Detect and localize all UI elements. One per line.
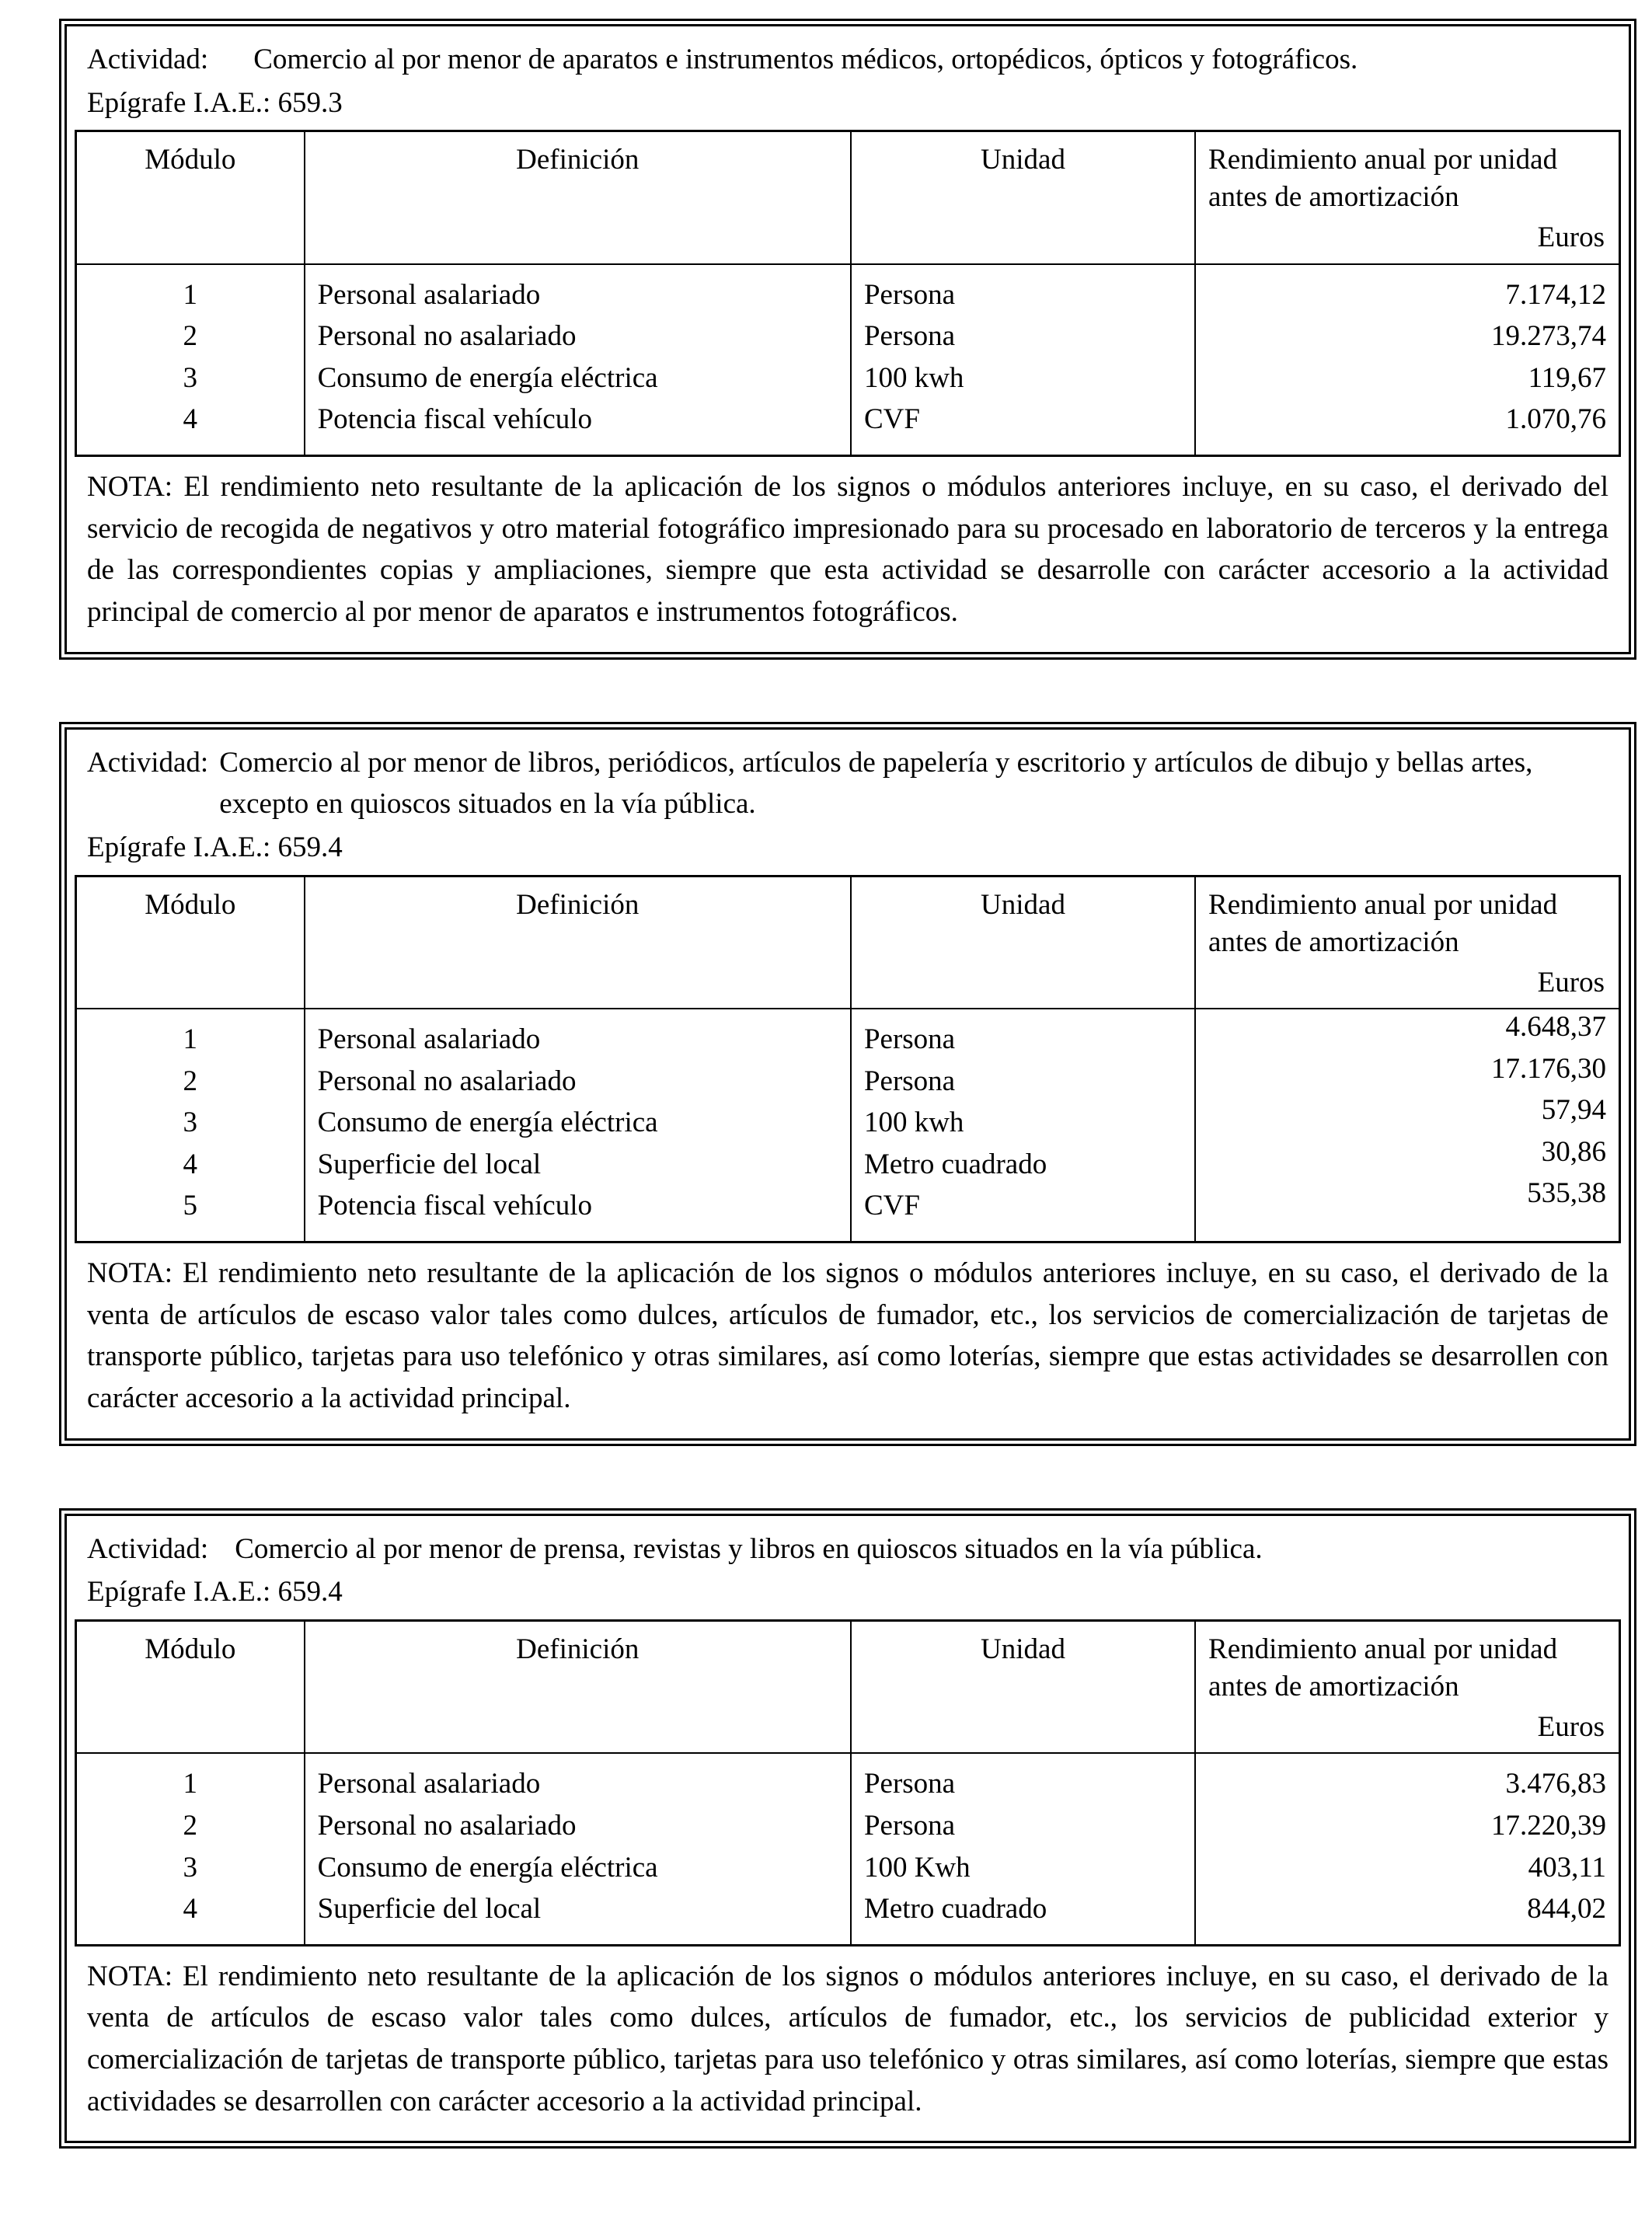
column-header-definicion: Definición: [305, 876, 851, 1009]
cell-unidad: 100 Kwh: [851, 1847, 1195, 1889]
actividad-text: Comercio al por menor de aparatos e instrumentos médicos, ortopédicos, ópticos y fotográficos.: [253, 44, 1358, 75]
actividad-label: Actividad:: [87, 1532, 209, 1565]
cell-modulo: 2: [183, 1065, 198, 1097]
cell-modulo: 1: [183, 1768, 198, 1800]
cell-modulo: 3: [183, 1107, 198, 1139]
rendimiento-value: 17.220,39: [1491, 1809, 1606, 1842]
cell-definicion: Superficie del local: [305, 1144, 851, 1186]
column-header-modulo: Módulo: [76, 876, 305, 1009]
cell-definicion: Personal no asalariado: [305, 1061, 851, 1103]
activity-block-3: [59, 1508, 1636, 2149]
cell-rendimiento: [1195, 357, 1619, 399]
rendimiento-value: 57,94: [1541, 1094, 1606, 1127]
modules-table: [75, 875, 1621, 1243]
cell-modulo: 4: [183, 403, 198, 436]
cell-modulo: 3: [183, 1851, 198, 1884]
activity-header: [75, 31, 1621, 130]
cell-unidad: Metro cuadrado: [851, 1888, 1195, 1945]
cell-modulo: 2: [183, 320, 198, 353]
euros-label: Euros: [1537, 1711, 1605, 1744]
cell-unidad: CVF: [851, 1185, 1195, 1242]
cell-rendimiento: [1195, 399, 1619, 455]
table-row: [76, 1888, 1620, 1945]
cell-definicion: Consumo de energía eléctrica: [305, 1847, 851, 1889]
cell-unidad: Persona: [851, 1805, 1195, 1847]
cell-unidad: Persona: [851, 1753, 1195, 1805]
header-row: [76, 876, 1620, 1009]
cell-unidad: Persona: [851, 264, 1195, 316]
actividad-label: Actividad:: [87, 44, 209, 75]
rendimiento-header-text: Rendimiento anual por unidad antes de amortización: [1208, 1633, 1558, 1703]
column-header-unidad: Unidad: [851, 131, 1195, 264]
rendimiento-value: 1.070,76: [1505, 403, 1606, 436]
header-row: [76, 131, 1620, 264]
rendimiento-value: 119,67: [1528, 361, 1606, 394]
cell-definicion: Superficie del local: [305, 1888, 851, 1945]
cell-definicion: Potencia fiscal vehículo: [305, 399, 851, 455]
cell-unidad: 100 kwh: [851, 357, 1195, 399]
cell-rendimiento: [1195, 315, 1619, 357]
cell-modulo: 5: [183, 1190, 198, 1222]
activity-block-inner: [64, 24, 1631, 654]
table-row: [76, 1185, 1620, 1242]
cell-rendimiento: [1195, 1847, 1619, 1889]
cell-unidad: Persona: [851, 315, 1195, 357]
cell-definicion: Personal asalariado: [305, 1753, 851, 1805]
actividad-text: Comercio al por menor de prensa, revistas y libros en quioscos situados en la vía pública.: [235, 1532, 1263, 1565]
column-header-rendimiento: [1195, 876, 1619, 1009]
cell-modulo: 2: [183, 1809, 198, 1842]
euros-label: Euros: [1537, 221, 1605, 254]
table-row: [76, 1847, 1620, 1889]
cell-modulo: 1: [183, 1023, 198, 1055]
epigrafe-line: Epígrafe I.A.E.: 659.4: [87, 1576, 343, 1608]
cell-unidad: Metro cuadrado: [851, 1144, 1195, 1186]
modules-table: [75, 130, 1621, 457]
activity-block-1: [59, 19, 1636, 660]
nota-text: NOTA: El rendimiento neto resultante de la aplicación de los signos o módulos anteriores incluye, en su caso, el derivado del servicio de recogida de negativos y otro material fotográfico impresionado para su procesado en laboratorio de terceros y la entrega de las correspondientes copias y ampliaciones, siempre que esta actividad se desarrolle con carácter accesorio a la actividad principal de comercio al por menor de aparatos e instrumentos fotográficos.: [87, 471, 1608, 629]
epigrafe-line: Epígrafe I.A.E.: 659.4: [87, 831, 343, 863]
cell-definicion: Personal no asalariado: [305, 1805, 851, 1847]
modules-table: [75, 1619, 1621, 1946]
table-row: [76, 264, 1620, 316]
cell-modulo: 4: [183, 1893, 198, 1926]
column-header-unidad: Unidad: [851, 876, 1195, 1009]
table-row: [76, 357, 1620, 399]
rendimiento-value: 7.174,12: [1505, 278, 1606, 311]
actividad-row: [87, 742, 1608, 825]
column-header-rendimiento: [1195, 131, 1619, 264]
cell-rendimiento: [1195, 1805, 1619, 1847]
rendimiento-value: 403,11: [1528, 1851, 1606, 1884]
actividad-row: [87, 39, 1608, 81]
column-header-modulo: Módulo: [76, 131, 305, 264]
euros-label: Euros: [1537, 966, 1605, 999]
rendimiento-value: 3.476,83: [1505, 1768, 1606, 1800]
nota-text: NOTA: El rendimiento neto resultante de la aplicación de los signos o módulos anteriores incluye, en su caso, el derivado de la venta de artículos de escaso valor tales como dulces, artículos de fumador, etc., los servicios de publicidad exterior y comercialización de tarjetas de transporte público, tarjetas para uso telefónico y otras similares, así como loterías, siempre que estas actividades se desarrollen con carácter accesorio a la actividad principal.: [87, 1960, 1608, 2117]
cell-definicion: Personal no asalariado: [305, 315, 851, 357]
rendimiento-value: 19.273,74: [1491, 320, 1606, 353]
rendimiento-header-text: Rendimiento anual por unidad antes de amortización: [1208, 144, 1558, 214]
table-row: [76, 1009, 1620, 1061]
nota-text: NOTA: El rendimiento neto resultante de la aplicación de los signos o módulos anteriores incluye, en su caso, el derivado de la venta de artículos de escaso valor tales como dulces, artículos de fumador, etc., los servicios de comercialización de tarjetas de transporte público, tarjetas para uso telefónico y otras similares, así como loterías, siempre que estas actividades se desarrollen con carácter accesorio a la actividad principal.: [87, 1257, 1608, 1415]
cell-unidad: 100 kwh: [851, 1102, 1195, 1144]
cell-unidad: Persona: [851, 1009, 1195, 1061]
epigrafe-line: Epígrafe I.A.E.: 659.3: [87, 86, 343, 119]
cell-rendimiento: [1195, 1888, 1619, 1945]
cell-unidad: Persona: [851, 1061, 1195, 1103]
column-header-rendimiento: [1195, 1620, 1619, 1753]
rendimiento-value: 535,38: [1527, 1177, 1606, 1210]
table-row: [76, 399, 1620, 455]
table-row: [76, 1753, 1620, 1805]
activity-block-2: [59, 722, 1636, 1446]
table-row: [76, 1805, 1620, 1847]
cell-definicion: Personal asalariado: [305, 264, 851, 316]
rendimiento-header-text: Rendimiento anual por unidad antes de amortización: [1208, 888, 1558, 958]
actividad-row: [87, 1528, 1608, 1570]
header-row: [76, 1620, 1620, 1753]
table-row: [76, 1144, 1620, 1186]
cell-definicion: Personal asalariado: [305, 1009, 851, 1061]
cell-definicion: Consumo de energía eléctrica: [305, 1102, 851, 1144]
rendimiento-value: 17.176,30: [1491, 1052, 1606, 1085]
activity-block-inner: [64, 727, 1631, 1441]
cell-definicion: Potencia fiscal vehículo: [305, 1185, 851, 1242]
column-header-definicion: Definición: [305, 1620, 851, 1753]
cell-definicion: Consumo de energía eléctrica: [305, 357, 851, 399]
column-header-unidad: Unidad: [851, 1620, 1195, 1753]
column-header-definicion: Definición: [305, 131, 851, 264]
activity-block-inner: [64, 1514, 1631, 2144]
cell-modulo: 1: [183, 278, 198, 311]
activity-header: [75, 734, 1621, 875]
actividad-label: Actividad:: [87, 746, 209, 779]
table-row: [76, 1102, 1620, 1144]
cell-modulo: 4: [183, 1148, 198, 1180]
rendimiento-value: 4.648,37: [1505, 1010, 1606, 1043]
table-row: [76, 315, 1620, 357]
cell-rendimiento: [1195, 264, 1619, 316]
activity-header: [75, 1521, 1621, 1619]
cell-rendimiento: [1195, 1177, 1619, 1242]
cell-unidad: CVF: [851, 399, 1195, 455]
rendimiento-value: 844,02: [1527, 1893, 1606, 1926]
actividad-text: Comercio al por menor de libros, periódicos, artículos de papelería y escritorio y artículos de dibujo y bellas artes, excepto en quioscos situados en la vía pública.: [219, 746, 1533, 821]
cell-modulo: 3: [183, 361, 198, 394]
column-header-modulo: Módulo: [76, 1620, 305, 1753]
rendimiento-value: 30,86: [1541, 1135, 1606, 1168]
table-row: [76, 1061, 1620, 1103]
cell-rendimiento: [1195, 1753, 1619, 1805]
